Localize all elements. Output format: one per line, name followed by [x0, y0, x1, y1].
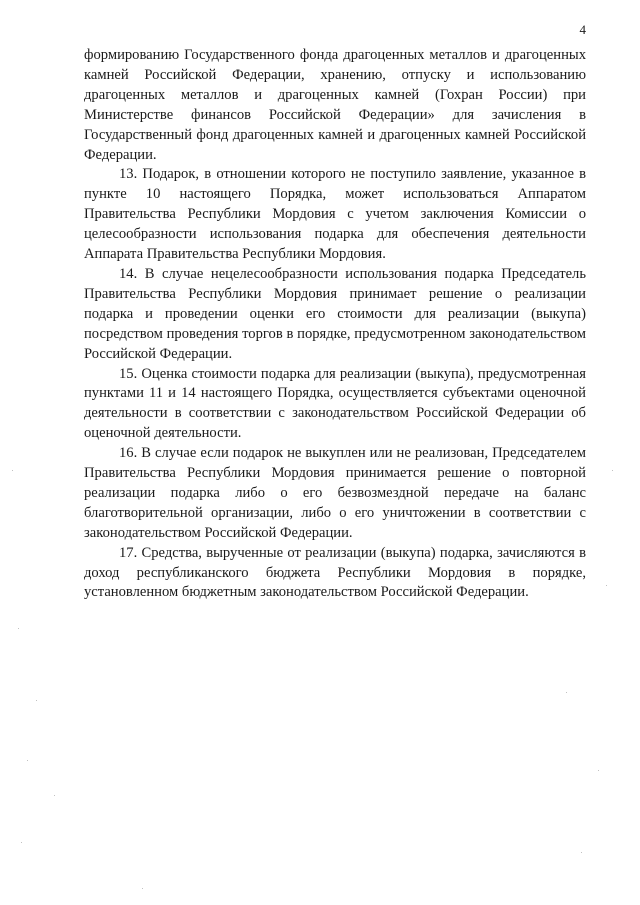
scan-speck — [36, 700, 37, 701]
scan-speck — [612, 470, 613, 471]
paragraph-14: 14. В случае нецелесообразности использования подарка Председатель Правительства Республики Мордовия принимает решение о реализации подарка и проведении оценки его стоимости для реализации (выкупа) посредством проведения торгов в порядке, предусмотренном законодательством Российской Федерации. — [84, 265, 586, 362]
scan-speck — [581, 852, 582, 853]
scan-speck — [21, 842, 22, 843]
scan-speck — [566, 692, 567, 693]
scan-speck — [606, 585, 607, 586]
paragraph-15: 15. Оценка стоимости подарка для реализации (выкупа), предусмотренная пунктами 11 и 14 настоящего Порядка, осуществляется субъектами оценочной деятельности в соответствии с законодательством Российской Федерации об оценочной деятельности. — [84, 365, 586, 442]
page-number: 4 — [579, 22, 586, 37]
scan-speck — [142, 888, 143, 889]
scan-speck — [54, 795, 55, 796]
scan-speck — [18, 628, 19, 629]
scan-speck — [27, 760, 28, 761]
scan-speck — [12, 470, 13, 471]
scan-speck — [598, 770, 599, 771]
paragraph-16: 16. В случае если подарок не выкуплен или не реализован, Председателем Правительства Республики Мордовия принимается решение о повторной реализации подарка либо о его безвозмездной передаче на баланс благотворительной организации, либо о его уничтожении в соответствии с законодательством Российской Федерации. — [84, 445, 586, 541]
paragraph-13: 13. Подарок, в отношении которого не поступило заявление, указанное в пункте 10 настоящего Порядка, может использоваться Аппаратом Правительства Республики Мордовия с учетом заключения Комиссии о целесообразности использования подарка для обеспечения деятельности Аппарата Правительства Республики Мордовия. — [84, 166, 586, 263]
paragraph-17: 17. Средства, вырученные от реализации (выкупа) подарка, зачисляются в доход республиканского бюджета Республики Мордовия в порядке, установленном бюджетным законодательством Российской Федерации. — [84, 544, 586, 601]
paragraph-continuation: формированию Государственного фонда драгоценных металлов и драгоценных камней Российской Федерации, хранению, отпуску и использованию драгоценных металлов и драгоценных камней (Гохран России) при Министерстве финансов Российской Федерации» для зачисления в Государственный фонд драгоценных камней и драгоценных камней Российской Федерации. — [84, 47, 586, 163]
document-body — [84, 46, 586, 603]
